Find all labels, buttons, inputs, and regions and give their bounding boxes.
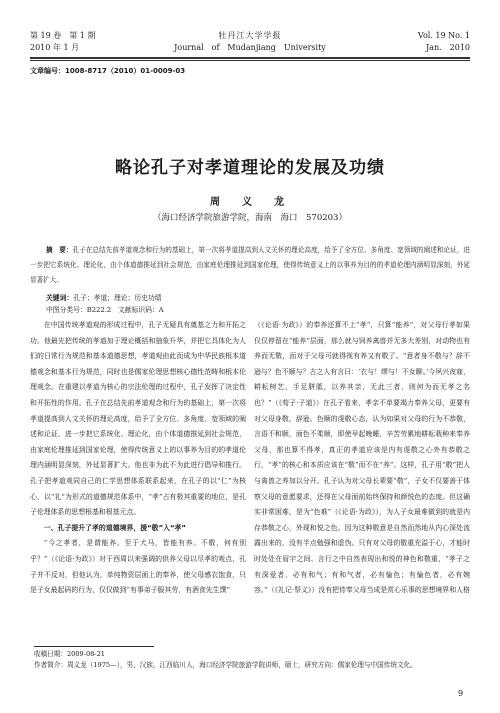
left-column <box>30 318 246 599</box>
footnote-rule <box>34 646 154 647</box>
section-heading: 一、孔子提升了孝的道德境界，援“敬”入“孝” <box>43 523 186 532</box>
received-date: 收稿日期：2009-08-21 <box>34 650 105 658</box>
article-id: 文章编号：1008-8717（2010）01-0009-03 <box>30 67 186 75</box>
abstract <box>30 243 470 288</box>
author-note: 作者简介：周义龙（1975—），男，汉族，江西临川人，海口经济学院旅游学院讲师，硕士，研究方向：儒家伦理与中国传统文化。 <box>34 661 417 669</box>
header-date-en: Jan. 2010 <box>425 43 470 52</box>
abstract-label: 摘 要： <box>46 246 73 254</box>
header-rule-thin <box>30 60 470 61</box>
author-affiliation: （海口经济学院旅游学院，海南 海口 570203） <box>153 213 347 223</box>
body-paragraph: 在中国传统孝道观的形成过程中，孔子无疑具有奠基之力和开拓之功。他最先把传统的孝道加于理论概括和抽象升华，并把它具体化为人们的日常行为规范和基本道德思想，孝道观由此而成为中华民族根本道德观念和基本行为规范，同时也是儒家伦理思想核心德性范畴和根本伦理观念。在重建以孝道为核心的宗法伦理的过程中，孔子发挥了决定性和开拓性的作用。孔子在总结先前孝道观念和行为的基础上，第一次将孝道提高到人文关怀的理论高度，给予了全方位、多角度、宽领域的阐述和论证，进一步把它系统化、理论化，由个体道德推延到社会规范，由家庭伦理推延到国家伦理，使得传统意义上的以事养为目的的孝道伦理内涵明显深刻，外延显著扩大。他也非为此不为此进行倡导和推行。孔子把孝道观同自己的仁学思想体系联系起来，在孔子的以“仁”为核心，以“礼”为形式的道德规范体系中，“孝”占有极其重要的地位，是孔子伦理体系的思想根基和根基元点。 <box>30 321 246 517</box>
page-number: 9 <box>458 689 464 698</box>
footnote <box>34 649 474 671</box>
classification: 中图分类号：B222.2 文献标识码：A <box>46 306 164 314</box>
header-date-cn: 2010 年 1 月 <box>30 43 80 52</box>
right-column <box>254 318 470 599</box>
header-volume-cn: 第 19 卷 第 1 期 <box>30 31 96 40</box>
body-paragraph: （《论语·为政》）的奉养还算不上“孝”，只算“能养”，对父母行孝如果仅仅停留在“能养”层面，那么就与饲养禽兽并无多大差别，对动物也有养而无敬，而对于父母可就得视有养又有敬了。“意者身不敬与？辞不逊与？色不顺与？古之人有言曰：‘衣与！缪与！不女聊。’今夙兴夜寐，耕耘树艺，手足胼胝，以养其亲，无此三者，则何为而无孝之名也？”（《荀子·子道》）在孔子看来，孝亲不单要竭力奉养父母，更要有对父母身敬、辞逊、色顺的虔敬心态，认为如果对父母的行为不恭敬，言语不和顺，面色不柔顺，即使早起晚睡，辛苦劳累地耕耘栽种来奉养父母，那也算不得孝，真正的孝道应该是内有虔敬之心外有恭敬之行，“孝”的核心和本质应该在“敬”而不在“养”。这样，孔子用“敬”把人与禽兽之养加以分开。孔子认为对父母长辈要“敬”，子女不仅要善于体察父母的意愿要求，还得在父母面前始终保持和颜悦色的态度。但这确实非常困难，是为“色难”（《论语·为政》），为人子女最难做到的就是内存恭敬之心，外现和悦之色。因为这种敬意是自然而然地从内心深处流露出来的，没有半点勉强和虚伪。只有对父母的敬重充溢于心，才能时时处处在眉宇之间、言行之中自然表现出和悦的神色和敬重，“孝子之有深爱者，必有和气；有和气者，必有愉色；有愉色者，必有婉容。”（《礼记·祭义》）没有把侍奉父母当成是赏心乐事的思想境界和人格 <box>254 321 470 595</box>
author-name: 周 义 龙 <box>210 197 290 208</box>
abstract-text: 孔子在总结先前孝道观念和行为的基础上，第一次将孝道提高到人文关怀的理论高度，给予了全方位、多角度、宽领域的阐述和论证，进一步把它系统化、理论化，由个体道德推延到社会规范，由家庭伦理推延到国家伦理，使得传统意义上的以事养为目的的孝道伦理内涵明显深刻，外延显著扩大。 <box>30 246 471 284</box>
header-journal-en: Journal of Mudanjiang University <box>174 43 326 52</box>
header-volume-en: Vol. 19 No. 1 <box>417 31 470 40</box>
header-rule-thick <box>30 57 470 59</box>
paper-title: 略论孔子对孝道理论的发展及功绩 <box>115 158 385 178</box>
keywords-label: 关键词： <box>46 294 74 302</box>
keywords <box>46 293 162 303</box>
header-journal-cn: 牡丹江大学学报 <box>218 31 282 40</box>
body-paragraph: “今之孝者，是谓能养。至于犬马，皆能有养。不敬，何有别乎？”（《论语·为政》）对于西周以来强调的供养父母以尽孝的观点，孔子并不反对，但他认为，单纯物资层面上的奉养，使父母感衣饱食，只是子女最起码的行为，仅仅做到“有事弟子服其劳，有酒食先生馔” <box>30 539 246 595</box>
keywords-text: 孔子；孝道；理论；历史功绩 <box>73 294 162 302</box>
